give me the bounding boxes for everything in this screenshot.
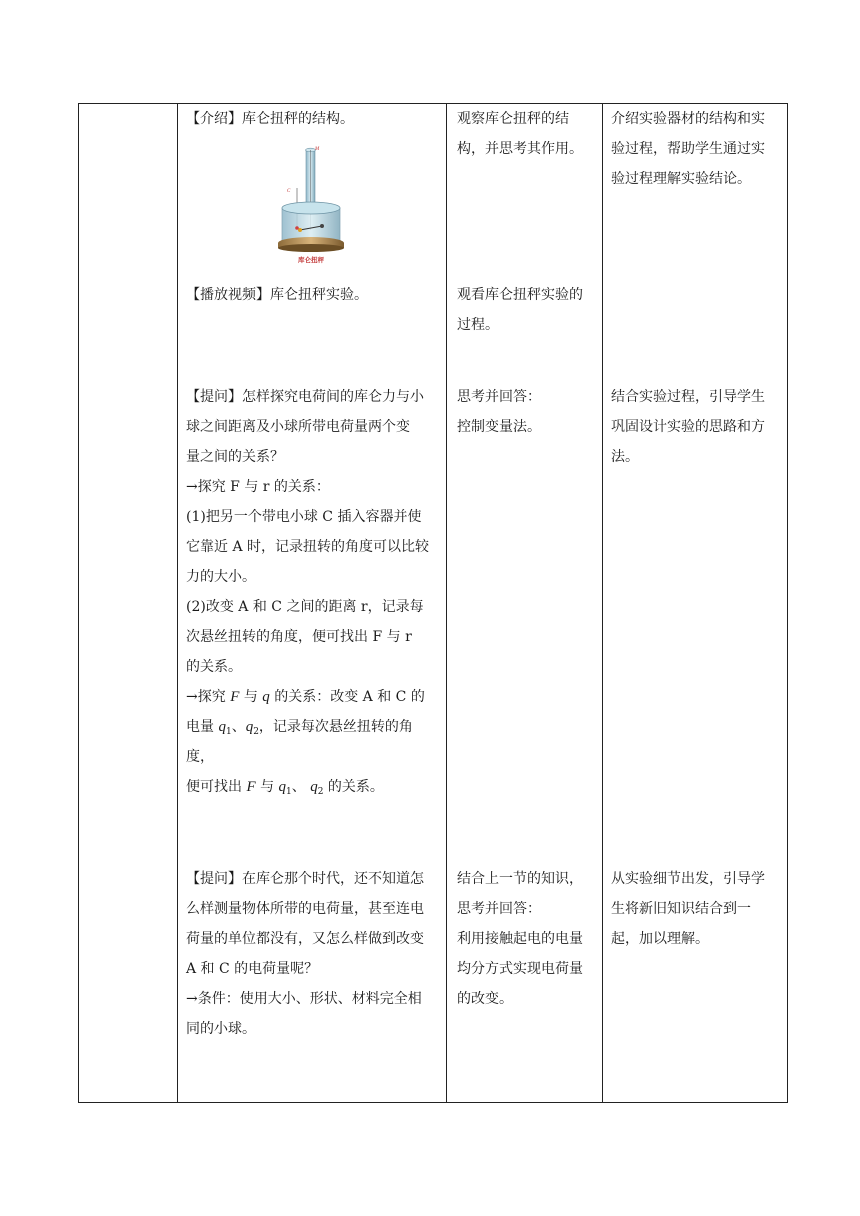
text-line: 从实验细节出发，引导学	[611, 871, 765, 887]
video-block	[186, 280, 438, 310]
text-span: 便可找出	[186, 779, 242, 795]
answer-block-2	[457, 864, 596, 1014]
intent-block-1	[611, 104, 779, 194]
watch-block	[457, 280, 596, 340]
text-line	[186, 682, 438, 712]
text-line: 结合实验过程，引导学生	[611, 389, 765, 405]
text-line: 荷量的单位都没有，又怎么样做到改变	[186, 931, 424, 947]
text-span: 电量	[186, 719, 214, 735]
text-line: 么样测量物体所带的电荷量，甚至连电	[186, 901, 424, 917]
text-span: 与	[260, 779, 275, 795]
text-line: 次悬丝扭转的角度，便可找出 F 与 r	[186, 629, 412, 645]
figure-caption: 库仑扭秤	[298, 256, 324, 264]
text-line: 同的小球。	[186, 1021, 256, 1037]
text-line: 构，并思考其作用。	[457, 141, 583, 157]
text-line: 球之间距离及小球所带电荷量两个变	[186, 419, 410, 435]
text-line: 均分方式实现电荷量	[457, 961, 583, 977]
math-q: q	[218, 719, 226, 735]
text-line: →探究 F 与 r 的关系：	[186, 479, 330, 495]
text-span: 的关系。	[327, 779, 384, 795]
intent-block-2	[611, 382, 779, 472]
subscript: 2	[253, 727, 259, 737]
question-block-2	[186, 864, 438, 1044]
text-span: 与	[243, 689, 258, 705]
text-line: 过程。	[457, 317, 499, 333]
text-span: 、	[291, 779, 306, 795]
teacher-activity-cell	[178, 104, 447, 1103]
text-line: A 和 C 的电荷量呢？	[186, 961, 319, 977]
text-line: 观察库仑扭秤的结	[457, 111, 569, 127]
coulomb-torsion-balance-image	[276, 144, 346, 266]
student-activity-cell	[447, 104, 603, 1103]
math-q: q	[245, 719, 254, 735]
text-line: 结合上一节的知识，	[457, 871, 583, 887]
text-line: 介绍实验器材的结构和实	[611, 111, 765, 127]
math-q: q	[262, 689, 270, 705]
math-f: F	[230, 689, 240, 705]
text-line: 【提问】怎样探究电荷间的库仑力与小	[186, 389, 424, 405]
observe-block	[457, 104, 596, 164]
text-line: 利用接触起电的电量	[457, 931, 583, 947]
text-line: 【提问】在库仑那个时代，还不知道怎	[186, 871, 424, 887]
text-line: 验过程理解实验结论。	[611, 171, 751, 187]
text-line: (2)改变 A 和 C 之间的距离 r，记录每	[186, 599, 424, 615]
text-line: 力的大小。	[186, 569, 256, 585]
subscript: 1	[286, 787, 292, 797]
math-q: q	[278, 779, 287, 795]
text-line: 观看库仑扭秤实验的	[457, 287, 583, 303]
text-line: 起，加以理解。	[611, 931, 709, 947]
text-line: (1)把另一个带电小球 C 插入容器并使	[186, 509, 422, 525]
math-f: F	[246, 779, 256, 795]
text-line: 控制变量法。	[457, 419, 541, 435]
intro-text: 【介绍】库仑扭秤的结构。	[186, 111, 354, 127]
fig-label-c: C	[287, 189, 291, 194]
subscript: 1	[225, 727, 232, 737]
lesson-table	[78, 103, 788, 1103]
text-line: 的改变。	[457, 991, 513, 1007]
video-text: 【播放视频】库仑扭秤实验。	[186, 287, 368, 303]
text-line: 巩固设计实验的思路和方	[611, 419, 765, 435]
text-span: →探究	[186, 689, 226, 705]
text-line: 的关系。	[186, 659, 242, 675]
text-line: 量之间的关系？	[186, 449, 284, 465]
text-line: 它靠近 A 时，记录扭转的角度可以比较	[186, 539, 430, 555]
intro-block	[186, 104, 438, 134]
intent-block-3	[611, 864, 779, 954]
fig-label-m: M	[315, 147, 320, 152]
text-line: 思考并回答：	[457, 389, 541, 405]
text-span: 、	[231, 719, 246, 735]
stage-cell	[79, 104, 178, 1103]
question-block-1	[186, 382, 438, 802]
math-q: q	[310, 779, 318, 795]
text-line: 生将新旧知识结合到一	[611, 901, 751, 917]
design-intent-cell	[603, 104, 788, 1103]
text-line: 法。	[611, 449, 639, 465]
text-line: →条件：使用大小、形状、材料完全相	[186, 991, 422, 1007]
text-line	[186, 772, 438, 802]
answer-block-1	[457, 382, 596, 442]
subscript: 2	[317, 787, 324, 797]
text-line: 思考并回答：	[457, 901, 541, 917]
text-line	[186, 712, 438, 772]
text-line: 验过程，帮助学生通过实	[611, 141, 765, 157]
text-span: 的关系：改变 A 和 C 的	[274, 689, 425, 705]
table-row	[79, 104, 788, 1103]
text-span: ，记录每次悬丝扭转的角度，	[186, 719, 413, 765]
